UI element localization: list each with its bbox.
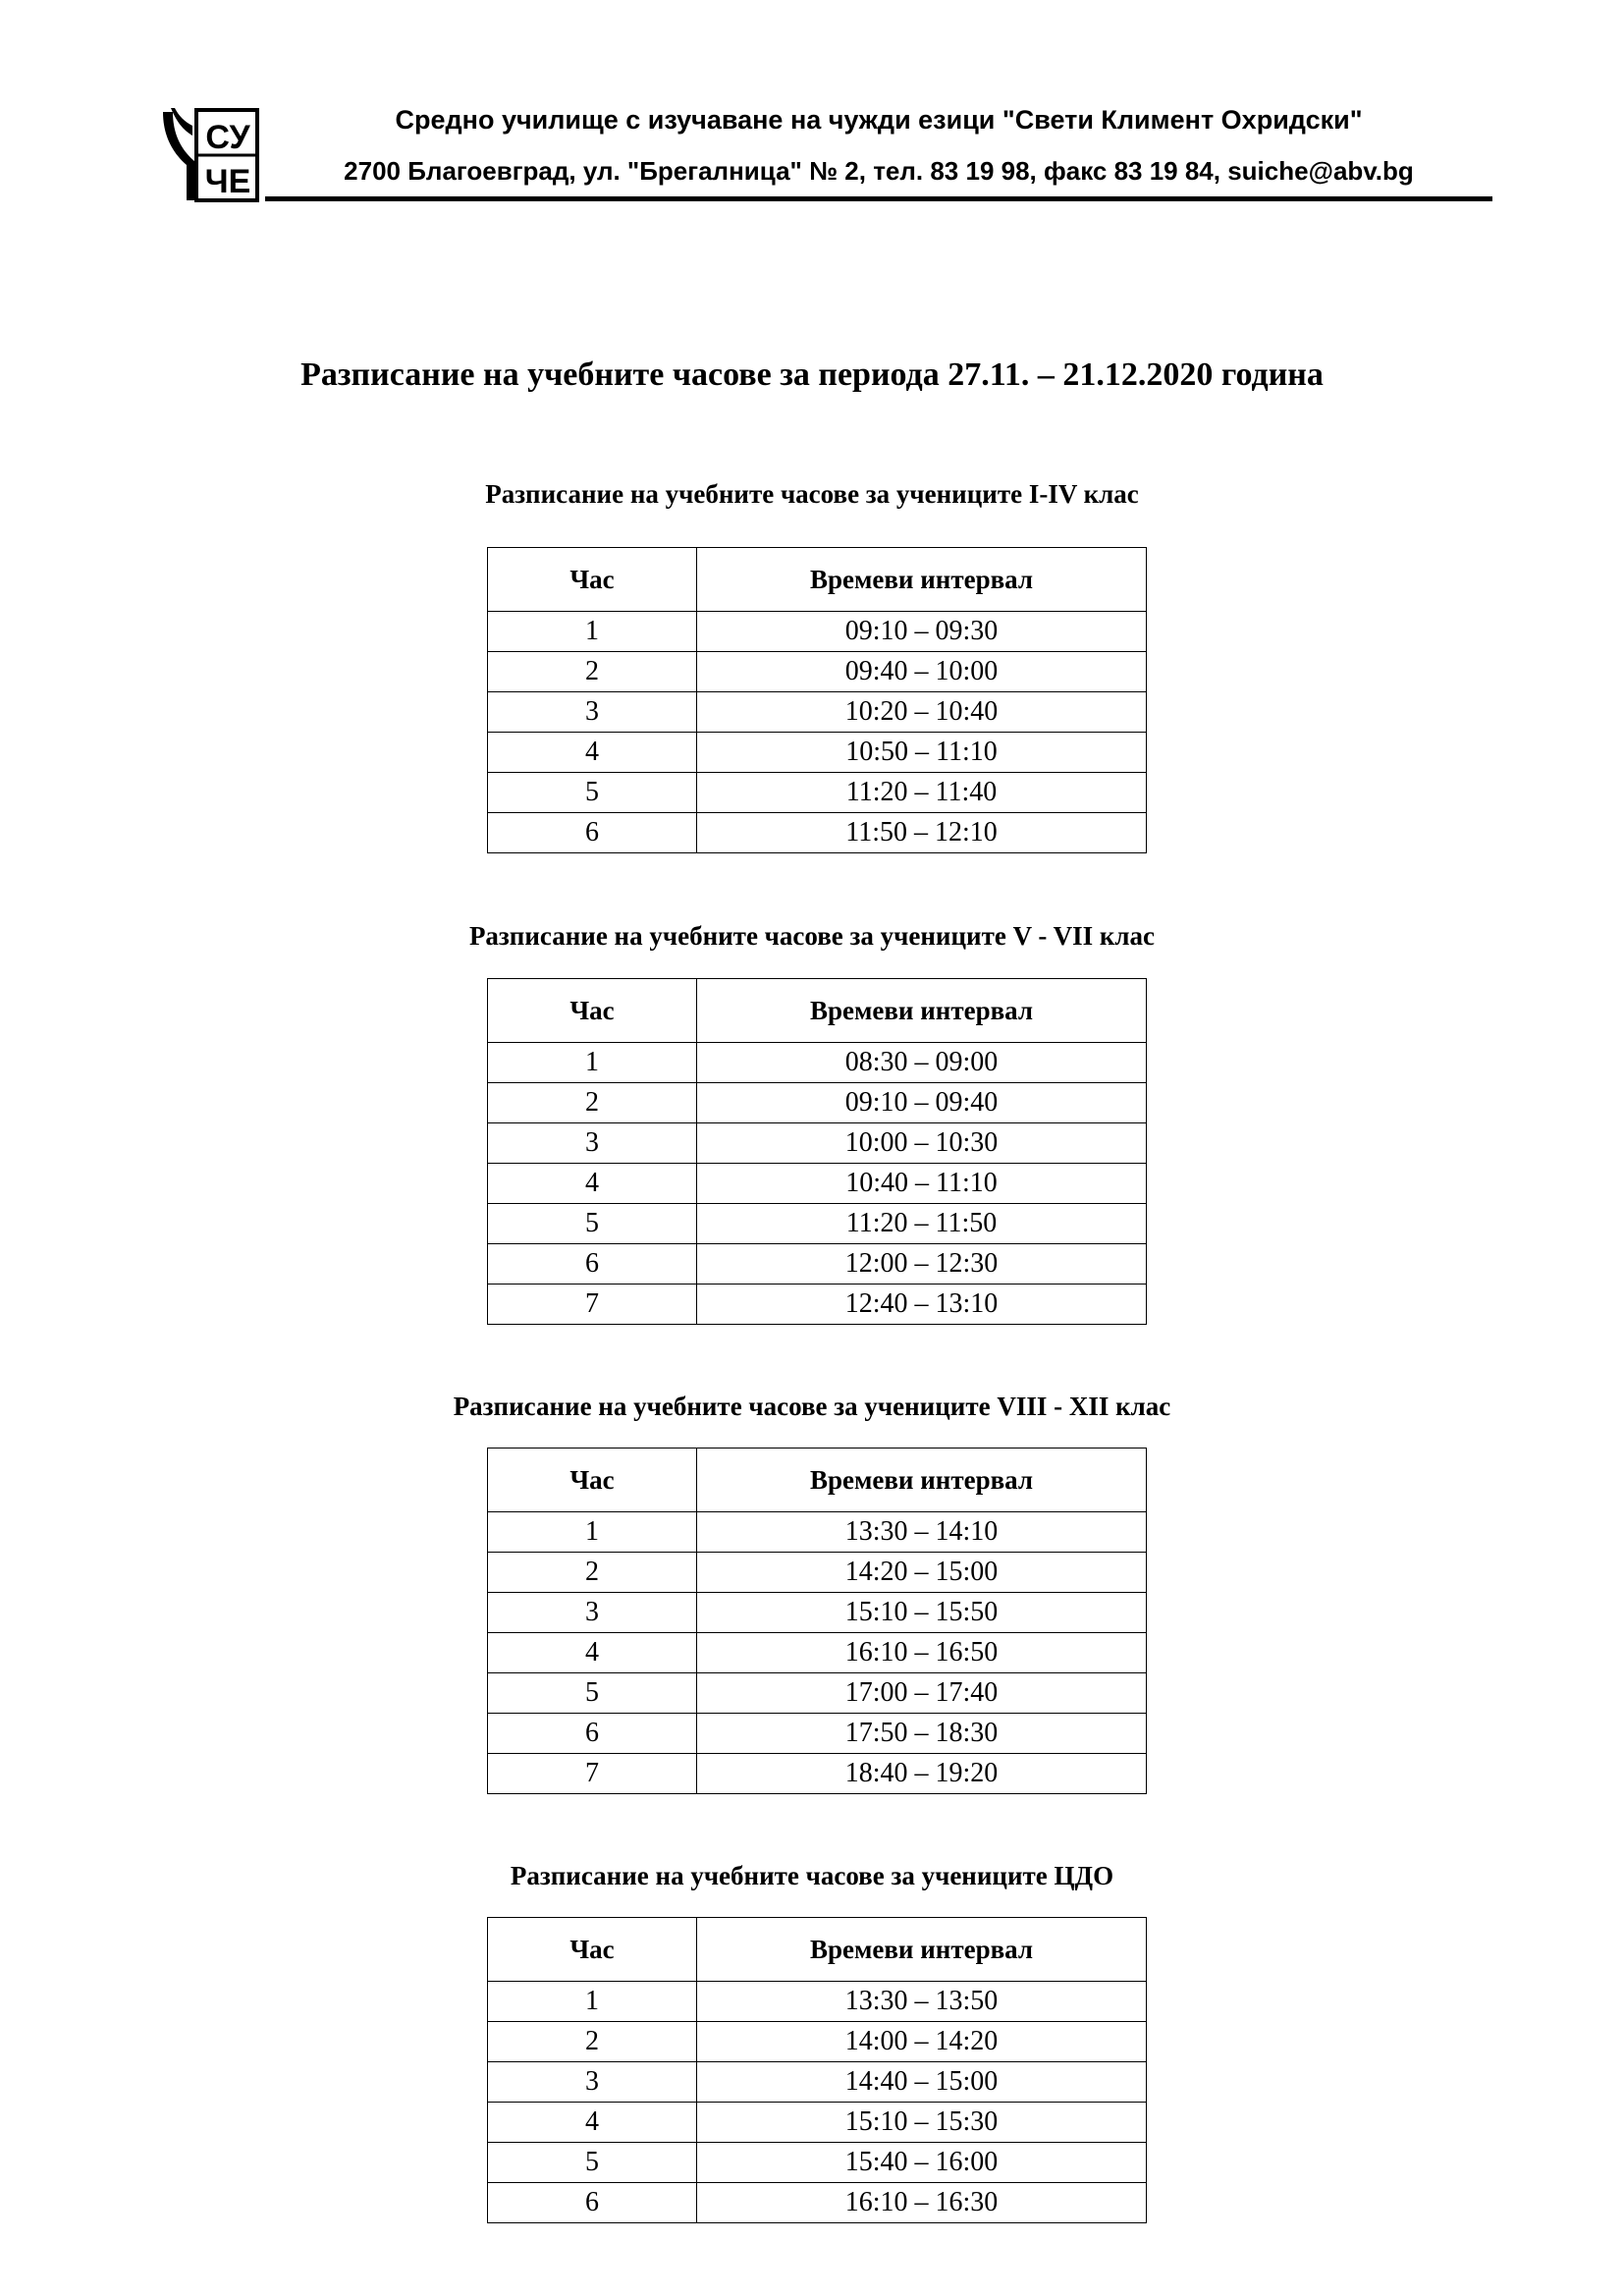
interval-cell: 10:50 – 11:10	[697, 733, 1147, 773]
interval-cell: 09:10 – 09:30	[697, 612, 1147, 652]
interval-cell: 13:30 – 14:10	[697, 1512, 1147, 1553]
hour-cell: 2	[488, 652, 697, 692]
interval-cell: 15:40 – 16:00	[697, 2143, 1147, 2183]
schedule-table-cdo	[487, 1917, 1147, 2223]
column-header-interval: Времеви интервал	[697, 1449, 1147, 1512]
hour-cell: 2	[488, 1083, 697, 1123]
hour-cell: 1	[488, 1982, 697, 2022]
page-title: Разписание на учебните часове за периода 27.11. – 21.12.2020 година	[300, 356, 1324, 393]
table-row	[488, 813, 1147, 853]
schedule-section-1-4	[0, 476, 1624, 512]
table-row	[488, 2103, 1147, 2143]
interval-cell: 15:10 – 15:30	[697, 2103, 1147, 2143]
hour-cell: 7	[488, 1754, 697, 1794]
column-header-hour: Час	[488, 1918, 697, 1982]
interval-cell: 09:10 – 09:40	[697, 1083, 1147, 1123]
interval-cell: 11:50 – 12:10	[697, 813, 1147, 853]
table-header-row	[488, 1449, 1147, 1512]
schedule-section-5-7	[0, 918, 1624, 954]
table-row	[488, 1083, 1147, 1123]
hour-cell: 4	[488, 1633, 697, 1673]
schedule-table-5-7	[487, 978, 1147, 1325]
table-row	[488, 1043, 1147, 1083]
table-row	[488, 1982, 1147, 2022]
hour-cell: 5	[488, 1673, 697, 1714]
interval-cell: 10:00 – 10:30	[697, 1123, 1147, 1164]
interval-cell: 14:40 – 15:00	[697, 2062, 1147, 2103]
table-header-row	[488, 548, 1147, 612]
school-name: Средно училище с изучаване на чужди езици "Свети Климент Охридски"	[395, 105, 1363, 135]
hour-cell: 1	[488, 1043, 697, 1083]
column-header-hour: Час	[488, 548, 697, 612]
table-row	[488, 1244, 1147, 1285]
hour-cell: 6	[488, 1714, 697, 1754]
school-logo	[157, 104, 259, 202]
table-row	[488, 652, 1147, 692]
hour-cell: 3	[488, 1123, 697, 1164]
interval-cell: 14:20 – 15:00	[697, 1553, 1147, 1593]
interval-cell: 17:00 – 17:40	[697, 1673, 1147, 1714]
table-row	[488, 1204, 1147, 1244]
section-title: Разписание на учебните часове за учениците I-IV клас	[485, 479, 1139, 509]
interval-cell: 12:40 – 13:10	[697, 1285, 1147, 1325]
table-row	[488, 692, 1147, 733]
column-header-interval: Времеви интервал	[697, 1918, 1147, 1982]
hour-cell: 6	[488, 1244, 697, 1285]
table-row	[488, 1593, 1147, 1633]
hour-cell: 6	[488, 813, 697, 853]
table-row	[488, 1673, 1147, 1714]
interval-cell: 08:30 – 09:00	[697, 1043, 1147, 1083]
table-header-row	[488, 979, 1147, 1043]
logo-text-bottom: ЧЕ	[204, 163, 251, 200]
table-row	[488, 1123, 1147, 1164]
hour-cell: 7	[488, 1285, 697, 1325]
hour-cell: 5	[488, 2143, 697, 2183]
interval-cell: 11:20 – 11:40	[697, 773, 1147, 813]
table-row	[488, 1553, 1147, 1593]
hour-cell: 4	[488, 1164, 697, 1204]
hour-cell: 3	[488, 2062, 697, 2103]
column-header-hour: Час	[488, 1449, 697, 1512]
section-title: Разписание на учебните часове за учениците VIII - XII клас	[453, 1392, 1171, 1421]
hour-cell: 1	[488, 612, 697, 652]
table-row	[488, 1714, 1147, 1754]
header-divider	[265, 196, 1492, 201]
schedule-table-1-4	[487, 547, 1147, 853]
schedule-section-8-12	[0, 1389, 1624, 1424]
table-row	[488, 2062, 1147, 2103]
logo-text-top: СУ	[205, 119, 250, 156]
hour-cell: 6	[488, 2183, 697, 2223]
hour-cell: 4	[488, 733, 697, 773]
hour-cell: 4	[488, 2103, 697, 2143]
column-header-interval: Времеви интервал	[697, 979, 1147, 1043]
schedule-table-8-12	[487, 1448, 1147, 1794]
letterhead	[157, 98, 1492, 206]
interval-cell: 18:40 – 19:20	[697, 1754, 1147, 1794]
table-row	[488, 2143, 1147, 2183]
interval-cell: 15:10 – 15:50	[697, 1593, 1147, 1633]
hour-cell: 1	[488, 1512, 697, 1553]
table-row	[488, 612, 1147, 652]
school-address: 2700 Благоевград, ул. "Брегалница" № 2, тел. 83 19 98, факс 83 19 84, suiche@abv.bg	[344, 156, 1414, 186]
table-row	[488, 2183, 1147, 2223]
interval-cell: 13:30 – 13:50	[697, 1982, 1147, 2022]
table-row	[488, 733, 1147, 773]
table-row	[488, 1512, 1147, 1553]
section-title: Разписание на учебните часове за учениците ЦДО	[510, 1861, 1114, 1890]
column-header-hour: Час	[488, 979, 697, 1043]
schedule-section-cdo	[0, 1858, 1624, 1893]
table-row	[488, 1285, 1147, 1325]
interval-cell: 14:00 – 14:20	[697, 2022, 1147, 2062]
hour-cell: 2	[488, 2022, 697, 2062]
interval-cell: 11:20 – 11:50	[697, 1204, 1147, 1244]
table-row	[488, 773, 1147, 813]
hour-cell: 5	[488, 1204, 697, 1244]
hour-cell: 5	[488, 773, 697, 813]
hour-cell: 3	[488, 692, 697, 733]
table-row	[488, 1633, 1147, 1673]
interval-cell: 17:50 – 18:30	[697, 1714, 1147, 1754]
table-row	[488, 2022, 1147, 2062]
interval-cell: 16:10 – 16:30	[697, 2183, 1147, 2223]
section-title: Разписание на учебните часове за учениците V - VII клас	[468, 921, 1156, 951]
column-header-interval: Времеви интервал	[697, 548, 1147, 612]
interval-cell: 16:10 – 16:50	[697, 1633, 1147, 1673]
table-row	[488, 1164, 1147, 1204]
hour-cell: 3	[488, 1593, 697, 1633]
table-header-row	[488, 1918, 1147, 1982]
table-row	[488, 1754, 1147, 1794]
interval-cell: 09:40 – 10:00	[697, 652, 1147, 692]
hour-cell: 2	[488, 1553, 697, 1593]
interval-cell: 10:20 – 10:40	[697, 692, 1147, 733]
interval-cell: 12:00 – 12:30	[697, 1244, 1147, 1285]
interval-cell: 10:40 – 11:10	[697, 1164, 1147, 1204]
